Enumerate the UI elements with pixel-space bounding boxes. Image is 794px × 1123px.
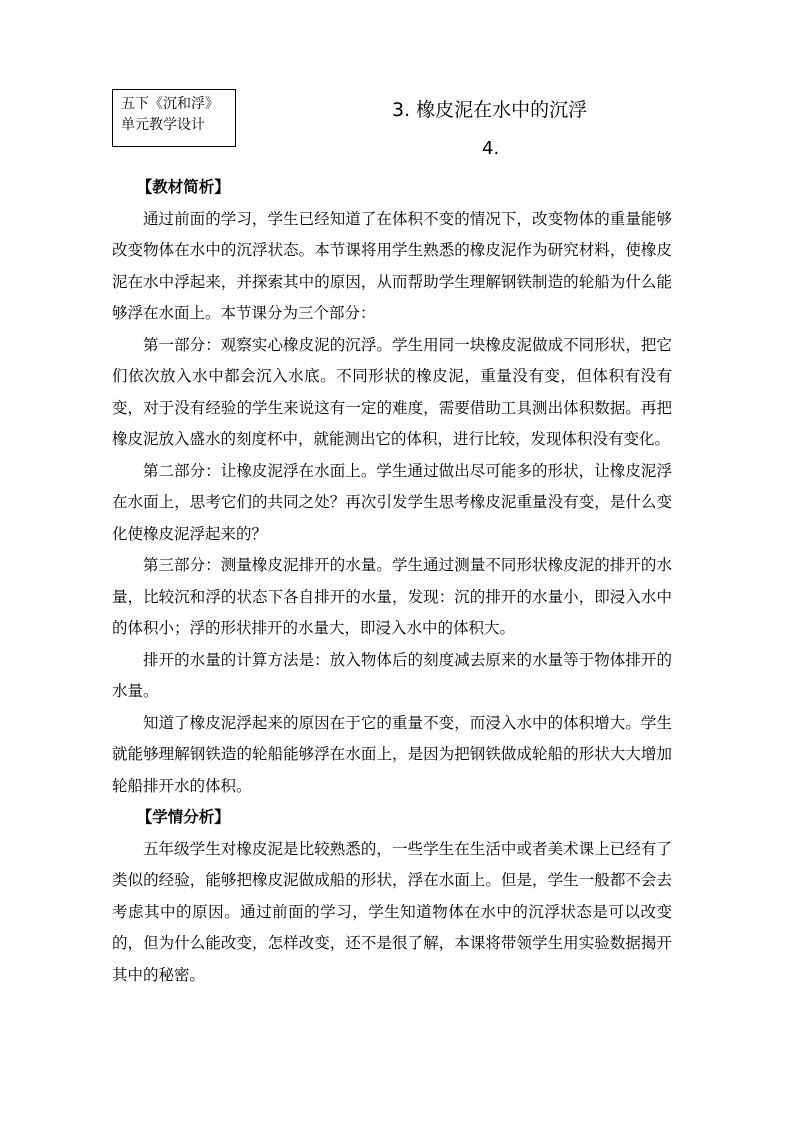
paragraph: 知道了橡皮泥浮起来的原因在于它的重量不变，而浸入水中的体积增大。学生就能够理解钢铁造的轮船能够浮在水面上，是因为把钢铁做成轮船的形状大大增加轮船排开水的体积。: [112, 713, 672, 795]
paragraph: 通过前面的学习，学生已经知道了在体积不变的情况下，改变物体的重量能够改变物体在水中的沉浮状态。本节课将用学生熟悉的橡皮泥作为研究材料，使橡皮泥在水中浮起来，并探索其中的原因，从而帮助学生理解钢铁制造的轮船为什么能够浮在水面上。本节课分为三个部分：: [112, 209, 672, 322]
section-heading-student-analysis: 【学情分析】: [136, 808, 230, 826]
paragraph: 第二部分：让橡皮泥浮在水面上。学生通过做出尽可能多的形状，让橡皮泥浮在水面上，思考它们的共同之处？再次引发学生思考橡皮泥重量没有变，是什么变化使橡皮泥浮起来的？: [112, 461, 672, 543]
unit-label-line-1: 五下《沉和浮》: [121, 96, 219, 112]
lesson-sub-number: 4.: [482, 138, 500, 159]
paragraph: 五年级学生对橡皮泥是比较熟悉的，一些学生在生活中或者美术课上已经有了类似的经验，能够把橡皮泥做成船的形状，浮在水面上。但是，学生一般都不会去考虑其中的原因。通过前面的学习，学生知道物体在水中的沉浮状态是可以改变的，但为什么能改变，怎样改变，还不是很了解，本课将带领学生用实验数据揭开其中的秘密。: [112, 839, 672, 984]
document-body: [112, 172, 672, 991]
section-heading-textbook-analysis: 【教材简析】: [136, 178, 230, 196]
unit-label-box: [112, 89, 236, 147]
paragraph: 第一部分：观察实心橡皮泥的沉浮。学生用同一块橡皮泥做成不同形状，把它们依次放入水中都会沉入水底。不同形状的橡皮泥，重量没有变，但体积有没有变，对于没有经验的学生来说这有一定的难度，需要借助工具测出体积数据。再把橡皮泥放入盛水的刻度杯中，就能测出它的体积，进行比较，发现体积没有变化。: [112, 335, 672, 448]
paragraph: 排开的水量的计算方法是：放入物体后的刻度减去原来的水量等于物体排开的水量。: [112, 650, 672, 700]
lesson-title: 3. 橡皮泥在水中的沉浮: [392, 99, 588, 121]
paragraph: 第三部分：测量橡皮泥排开的水量。学生通过测量不同形状橡皮泥的排开的水量，比较沉和浮的状态下各自排开的水量，发现：沉的排开的水量小，即浸入水中的体积小；浮的形状排开的水量大，即浸入水中的体积大。: [112, 556, 672, 637]
unit-label-line-2: 单元教学设计: [121, 117, 205, 133]
